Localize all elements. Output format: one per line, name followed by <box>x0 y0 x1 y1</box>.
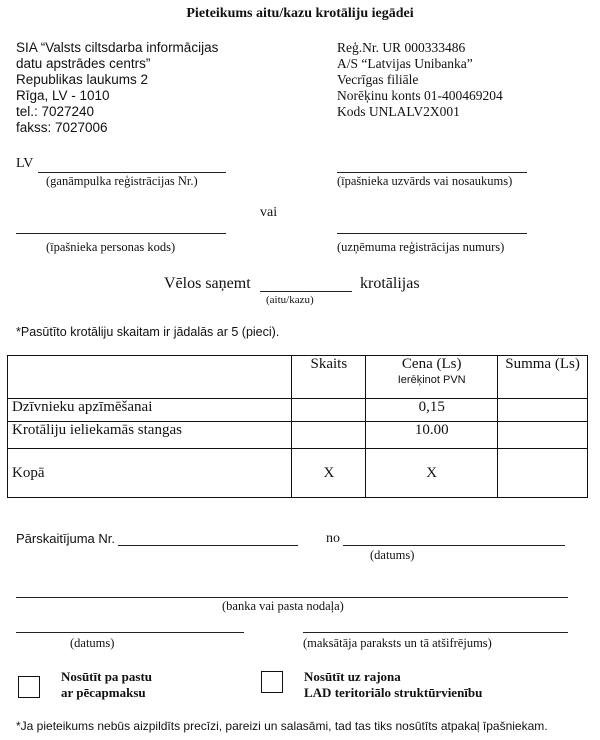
signature-caption: (maksātāja paraksts un tā atšifrējums) <box>303 636 492 650</box>
row-count-cell[interactable] <box>292 422 366 449</box>
owner-name-field[interactable] <box>337 172 527 173</box>
sender-line: Republikas laukums 2 <box>16 72 149 87</box>
company-reg-field[interactable] <box>337 233 527 234</box>
option-post-line1: Nosūtīt pa pastu <box>61 669 153 684</box>
table-row-total <box>8 449 588 498</box>
header-price-label: Cena (Ls) <box>401 356 462 372</box>
transfer-label: Pārskaitījuma Nr. <box>16 531 115 546</box>
table-row <box>8 399 588 422</box>
row-name: Dzīvnieku apzīmēšanai <box>8 399 292 422</box>
or-label: vai <box>260 205 278 220</box>
payer-signature-field[interactable] <box>303 632 568 633</box>
lv-prefix: LV <box>16 156 34 171</box>
header-price <box>366 356 498 399</box>
owner-name-caption: (īpašnieka uzvārds vai nosaukums) <box>337 174 513 188</box>
form-title: Pieteikums aitu/kazu krotāliju iegādei <box>186 6 414 21</box>
transfer-number-field[interactable] <box>118 545 298 546</box>
row-sum-cell[interactable] <box>498 449 588 498</box>
sender-address <box>16 40 218 136</box>
want-label: Vēlos saņemt <box>164 275 251 292</box>
transfer-date-field[interactable] <box>343 545 565 546</box>
row-count-cell[interactable] <box>292 399 366 422</box>
bank-caption: (banka vai pasta nodaļa) <box>222 599 344 613</box>
option-post-checkbox[interactable] <box>18 676 40 698</box>
header-item <box>8 356 292 399</box>
sender-line: datu apstrādes centrs” <box>16 56 151 71</box>
sender-line: fakss: 7027006 <box>16 120 108 135</box>
quantity-note: *Pasūtīto krotāliju skaitam ir jādalās ar 5 (pieci). <box>16 325 280 339</box>
table-header-row <box>8 356 588 399</box>
from-label: no <box>326 531 340 546</box>
bank-line: Kods UNLALV2X001 <box>337 104 460 119</box>
option-lad-label <box>304 669 482 701</box>
accuracy-note: *Ja pieteikums nebūs aizpildīts precīzi, pareizi un salasāmi, tad tas tiks nosūtīts atpakaļ īpašniekam. <box>16 719 548 733</box>
option-post-label <box>61 669 152 701</box>
owner-code-caption: (īpašnieka personas kods) <box>46 240 176 254</box>
herd-reg-caption: (ganāmpulka reģistrācijas Nr.) <box>46 174 198 188</box>
payment-date-field[interactable] <box>16 632 244 633</box>
option-lad-checkbox[interactable] <box>261 671 283 693</box>
bank-line: Reģ.Nr. UR 000333486 <box>337 40 466 55</box>
sender-line: tel.: 7027240 <box>16 104 95 119</box>
date-caption-2: (datums) <box>70 636 115 650</box>
order-table <box>7 355 588 498</box>
bank-branch-field[interactable] <box>16 597 568 598</box>
sender-line: Rīga, LV - 1010 <box>16 88 110 103</box>
header-sum: Summa (Ls) <box>498 356 588 399</box>
option-lad-line1: Nosūtīt uz rajona <box>304 669 401 684</box>
tags-label: krotālijas <box>360 275 420 292</box>
herd-reg-number-field[interactable] <box>38 172 226 173</box>
table-row <box>8 422 588 449</box>
bank-line: Vecrīgas filiāle <box>337 72 419 87</box>
sheep-goat-caption: (aitu/kazu) <box>266 294 314 306</box>
date-caption: (datums) <box>370 548 415 562</box>
row-count-cell: X <box>292 449 366 498</box>
row-sum-cell[interactable] <box>498 399 588 422</box>
header-count: Skaits <box>292 356 366 399</box>
option-post-line2: ar pēcapmaksu <box>61 685 146 700</box>
company-reg-caption: (uzņēmuma reģistrācijas numurs) <box>337 240 505 254</box>
row-price: 10.00 <box>366 422 498 449</box>
bank-line: Norēķinu konts 01-400469204 <box>337 88 503 103</box>
row-price: X <box>366 449 498 498</box>
row-name: Kopā <box>8 449 292 498</box>
row-price: 0,15 <box>366 399 498 422</box>
bank-line: A/S “Latvijas Unibanka” <box>337 56 473 71</box>
row-sum-cell[interactable] <box>498 422 588 449</box>
bank-details <box>337 40 503 120</box>
header-price-sub: Ierēķinot PVN <box>397 374 466 386</box>
sender-line: SIA “Valsts ciltsdarba informācijas <box>16 40 219 55</box>
option-lad-line2: LAD teritoriālo struktūrvienību <box>304 685 483 700</box>
row-name: Krotāliju ieliekamās stangas <box>8 422 292 449</box>
owner-code-field[interactable] <box>16 233 226 234</box>
sheep-goat-field[interactable] <box>260 291 352 292</box>
